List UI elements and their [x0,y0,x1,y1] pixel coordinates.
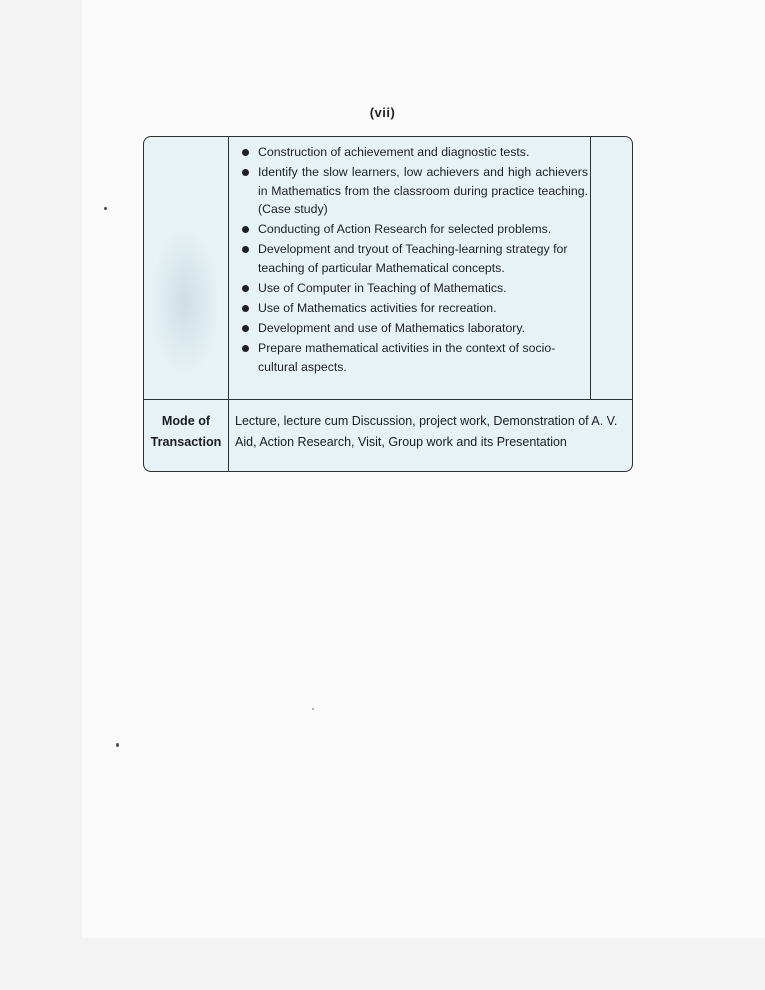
list-item [240,299,588,318]
mode-label-line2: Transaction [150,435,222,449]
scan-speck [116,743,119,747]
list-item-text: Construction of achievement and diagnostic tests. [258,145,530,159]
bullet-icon [242,345,249,352]
list-item [240,339,588,376]
list-item [240,279,588,298]
bullet-icon [242,226,249,233]
list-item [240,163,588,219]
list-item-text: Prepare mathematical activities in the context of socio-cultural aspects. [258,341,556,375]
mode-of-transaction-label [144,411,228,453]
list-item-text: Use of Computer in Teaching of Mathematics. [258,281,507,296]
column-divider-left [228,137,229,471]
bullet-icon [242,149,249,156]
list-item [240,319,588,338]
bullet-icon [242,285,249,292]
list-item [240,220,588,239]
row-divider [144,399,632,400]
list-item-text: Development and tryout of Teaching-learning strategy for teaching of particular Mathematical concepts. [258,242,568,276]
scan-speck [104,207,107,210]
bullet-icon [242,325,249,332]
bullet-icon [242,246,249,253]
bullet-icon [242,305,249,312]
mode-label-line1: Mode of [161,414,211,428]
list-item-text: Identify the slow learners, low achievers and high achievers in Mathematics from the classroom during practice teaching. (Case study) [258,165,588,217]
syllabus-table [143,136,633,472]
page-number: (vii) [369,105,396,120]
list-item-text: Conducting of Action Research for selected problems. [258,222,552,237]
bullet-icon [242,169,249,176]
column-divider-right [590,137,591,399]
list-item [240,143,588,162]
scan-smudge [150,227,220,377]
list-item-text: Use of Mathematics activities for recreation. [258,301,497,316]
list-item [240,240,588,277]
mode-of-transaction-value: Lecture, lecture cum Discussion, project work, Demonstration of A. V. Aid, Action Research, Visit, Group work and its Presentation [235,414,618,449]
objectives-list [240,143,588,378]
list-item-text: Development and use of Mathematics laboratory. [258,321,526,336]
scan-speck [312,708,314,710]
